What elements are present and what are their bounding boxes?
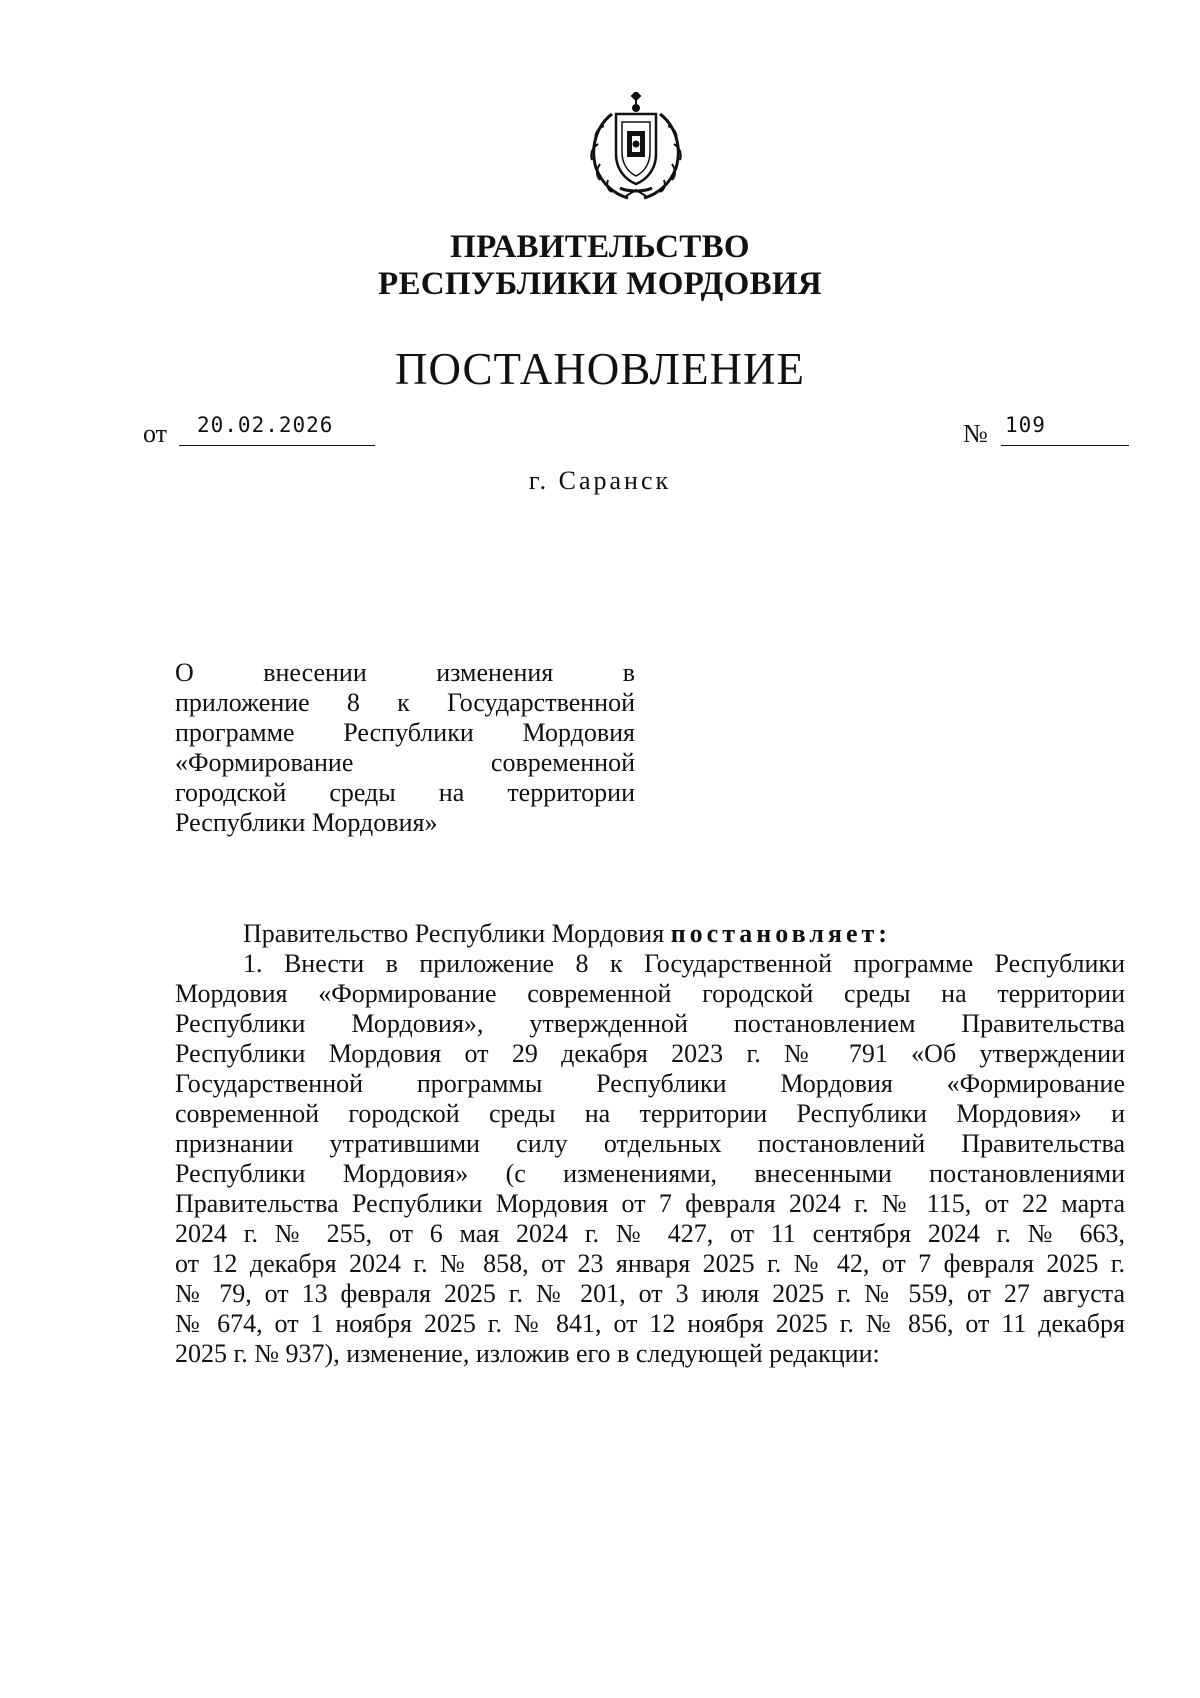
org-name-line2: РЕСПУБЛИКИ МОРДОВИЯ <box>377 266 822 302</box>
subject-line: О внесении изменения в <box>175 658 635 687</box>
date-prefix: от <box>143 419 168 448</box>
paragraph-line: Республики Мордовия от 29 декабря 2023 г. № 791 «Об утверждении <box>175 1039 1125 1068</box>
subject-line: приложение 8 к Государственной <box>175 688 635 717</box>
paragraph-line: 2025 г. № 937), изменение, изложив его в следующей редакции: <box>175 1339 880 1368</box>
org-name-line1: ПРАВИТЕЛЬСТВО <box>450 229 750 265</box>
subject-line: программе Республики Мордовия <box>175 718 635 747</box>
intro-text: Правительство Республики Мордовия <box>243 919 671 948</box>
paragraph-line: признании утратившими силу отдельных постановлений Правительства <box>175 1129 1125 1158</box>
paragraph-line: Мордовия «Формирование современной городской среды на территории <box>175 979 1125 1008</box>
intro-line <box>175 919 1125 949</box>
paragraph-line: современной городской среды на территории Республики Мордовия» и <box>175 1099 1125 1128</box>
subject-line: «Формирование современной <box>175 748 635 777</box>
intro-bold-verb: постановляет: <box>670 919 891 948</box>
date-number-row <box>143 413 1129 453</box>
document-date: 20.02.2026 <box>197 413 334 437</box>
paragraph-line: Республики Мордовия», утвержденной постановлением Правительства <box>175 1009 1125 1038</box>
paragraph-line: 2024 г. № 255, от 6 мая 2024 г. № 427, от 11 сентября 2024 г. № 663, <box>175 1219 1125 1248</box>
document-body <box>175 919 1125 1369</box>
number-field <box>1001 413 1129 446</box>
paragraph-line: от 12 декабря 2024 г. № 858, от 23 января 2025 г. № 42, от 7 февраля 2025 г. <box>175 1249 1125 1278</box>
paragraph-line: Правительства Республики Мордовия от 7 февраля 2024 г. № 115, от 22 марта <box>175 1189 1125 1218</box>
document-type-title: ПОСТАНОВЛЕНИЕ <box>394 344 806 394</box>
paragraph-line: № 674, от 1 ноября 2025 г. № 841, от 12 ноября 2025 г. № 856, от 11 декабря <box>175 1309 1125 1338</box>
paragraph-line: Государственной программы Республики Мордовия «Формирование <box>175 1069 1125 1098</box>
coat-of-arms-emblem <box>582 92 690 204</box>
subject-line: Республики Мордовия» <box>175 808 438 837</box>
paragraph-line: 1. Внести в приложение 8 к Государственной программе Республики <box>243 949 1125 978</box>
city-name: г. Саранск <box>528 466 672 495</box>
date-field <box>179 413 375 446</box>
subject-line: городской среды на территории <box>175 778 635 807</box>
document-subject <box>175 658 635 838</box>
paragraph-line: Республики Мордовия» (с изменениями, внесенными постановлениями <box>175 1159 1125 1188</box>
document-number: 109 <box>1005 413 1046 437</box>
paragraph-line: № 79, от 13 февраля 2025 г. № 201, от 3 июля 2025 г. № 559, от 27 августа <box>175 1279 1125 1308</box>
number-prefix: № <box>963 419 988 448</box>
